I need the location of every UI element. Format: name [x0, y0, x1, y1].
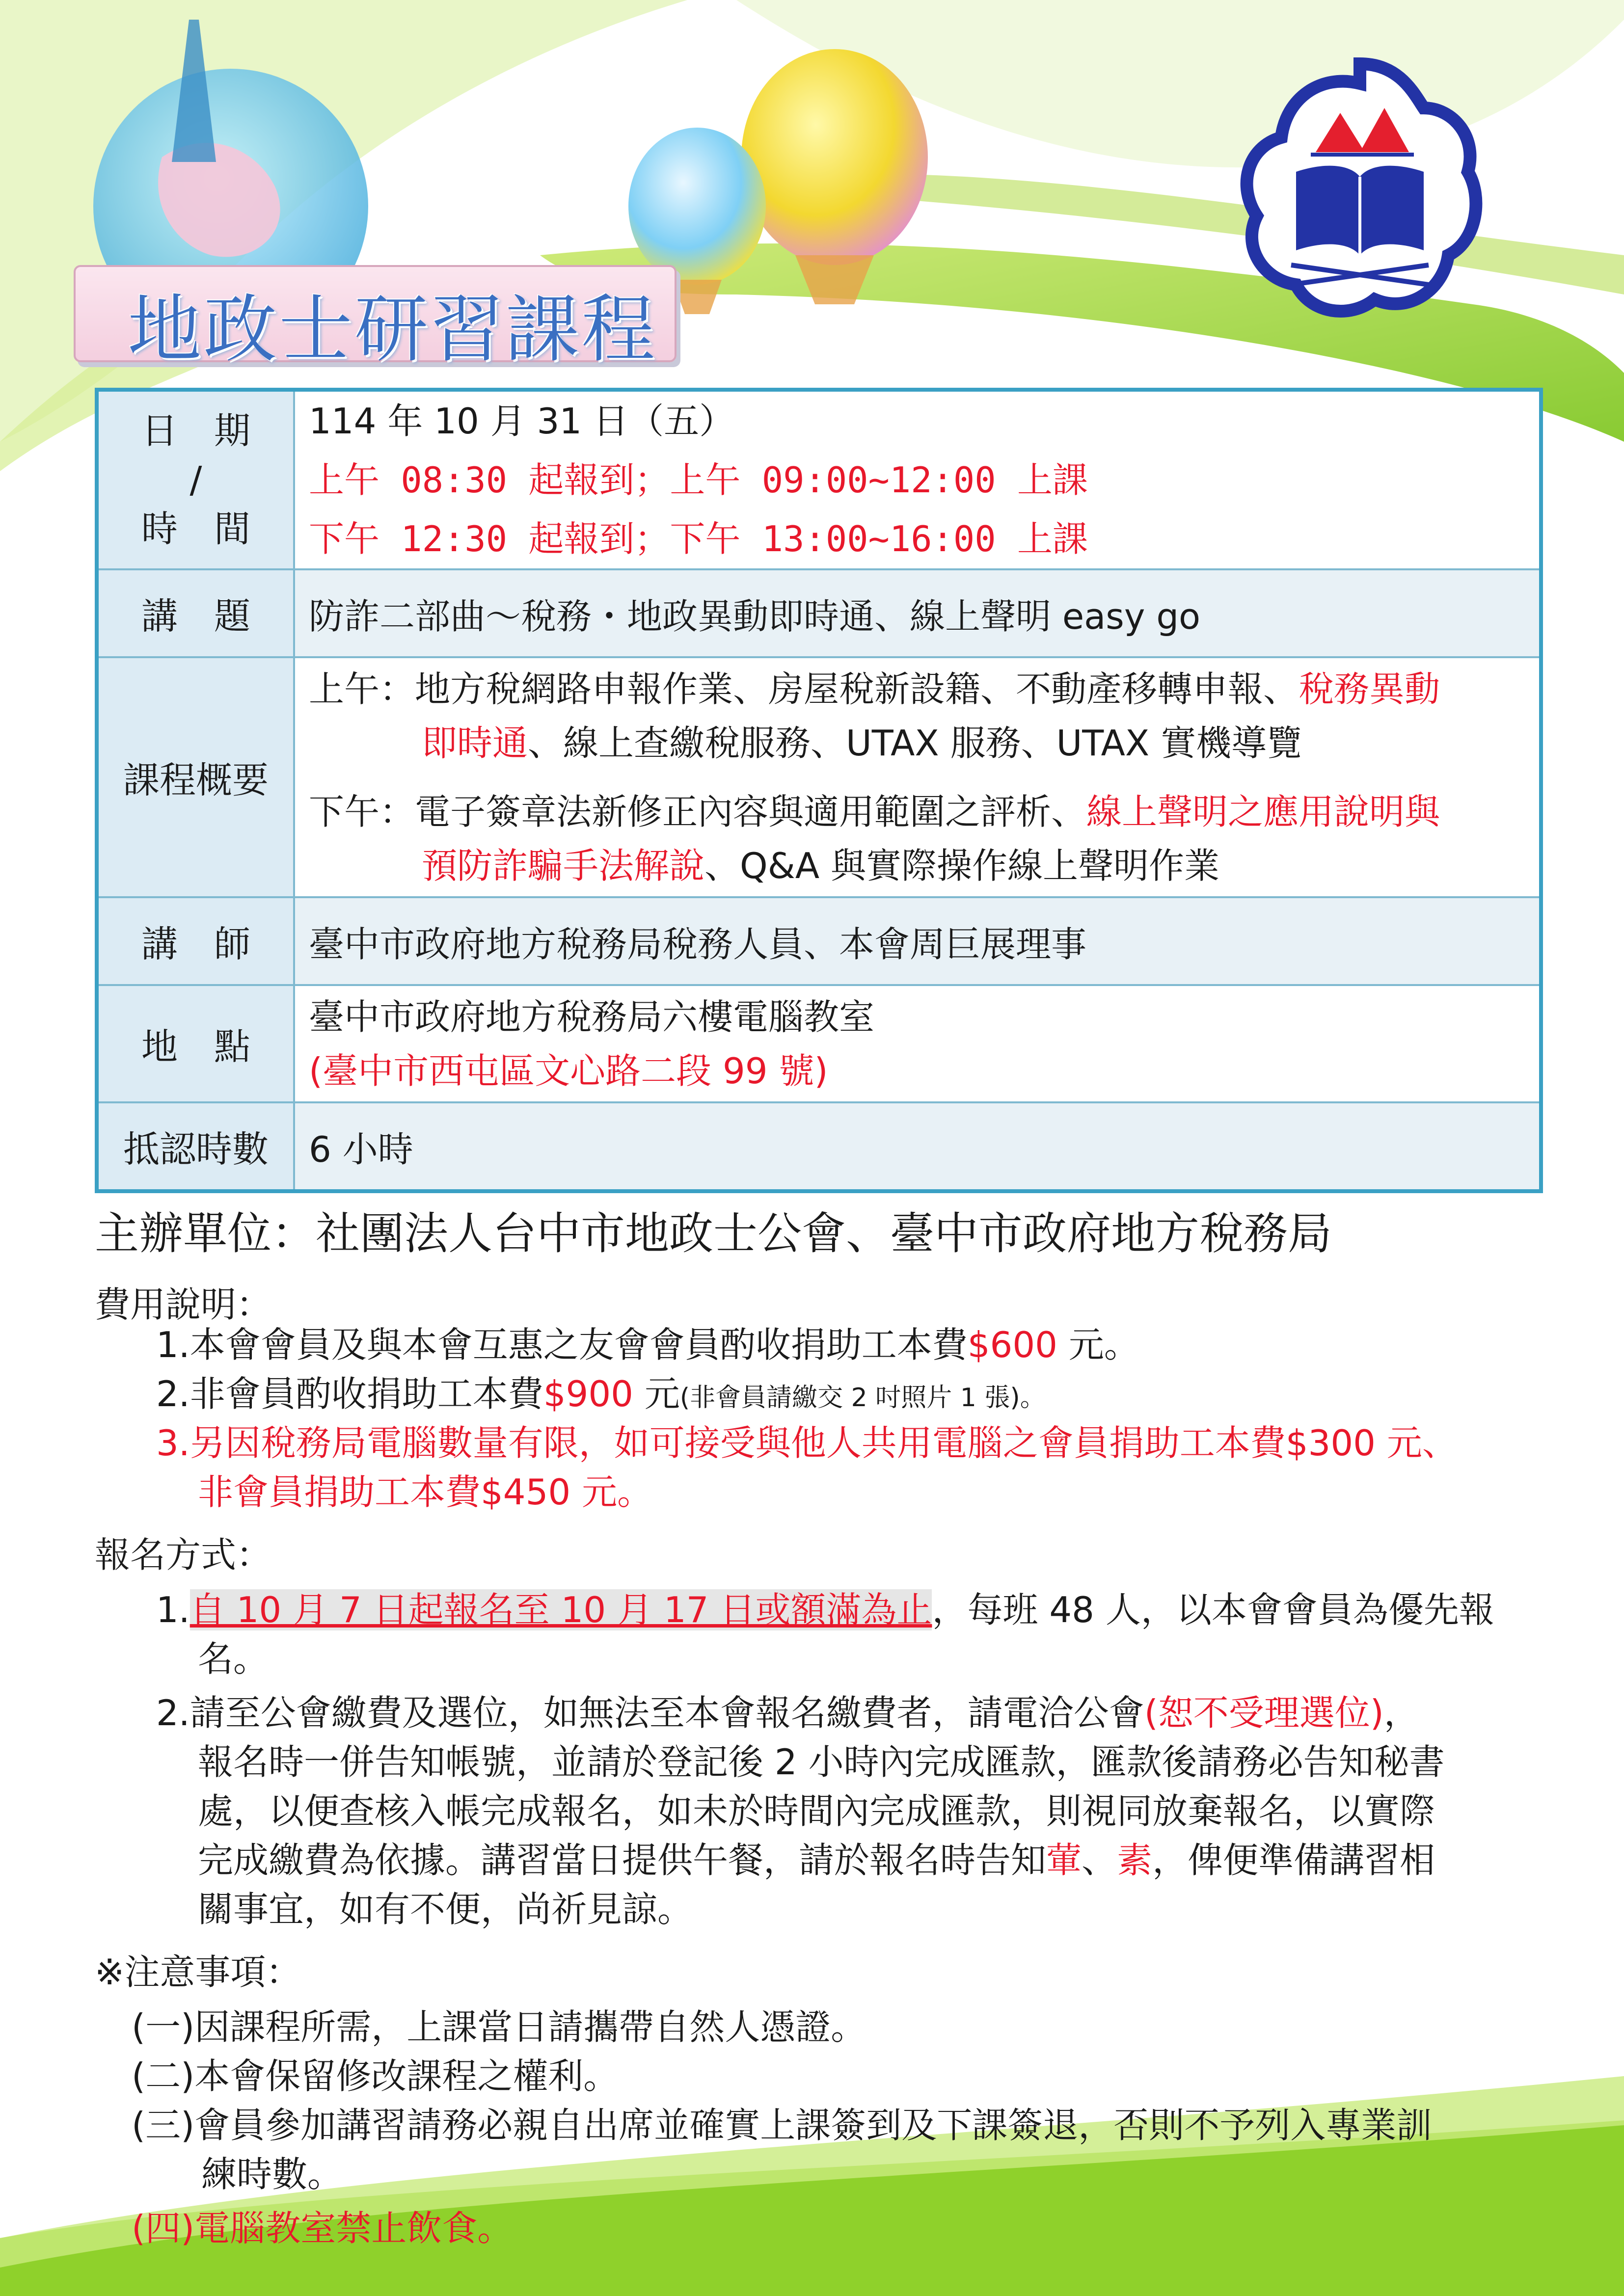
meal-separator: 、	[1082, 1840, 1117, 1881]
afternoon-session: 下午 12:30 起報到；下午 13:00~16:00 上課	[309, 518, 1088, 560]
fee-item-3-line1: 另因稅務局電腦數量有限，如可接受與他人共用電腦之會員捐助工本費$300 元、	[189, 1422, 1458, 1464]
note-3-text: 會員參加講習請務必親自出席並確實上課簽到及下課簽退，否則不予列入專業訓	[194, 2105, 1432, 2146]
signup-item-2-line3: 處，以便查核入帳完成報名，如未於時間內完成匯款，則視同放棄報名，以實際	[198, 1790, 1435, 1832]
row-topic	[97, 569, 1541, 657]
note-3	[132, 2101, 1432, 2150]
value-outline	[294, 657, 1541, 897]
note-1	[132, 2002, 866, 2052]
signup-item-2-line4	[198, 1836, 1435, 1885]
label-lecturer: 講 師	[97, 897, 294, 985]
course-date: 114 年 10 月 31 日（五）	[309, 400, 735, 442]
signup-item-1	[156, 1585, 1494, 1634]
signup-item-2-line2: 報名時一併告知帳號，並請於登記後 2 小時內完成匯款，匯款後請務必告知秘書	[198, 1741, 1445, 1783]
signup-title: 報名方式：	[95, 1534, 272, 1575]
signup-item-1-line2: 名。	[198, 1638, 269, 1680]
note-4	[132, 2204, 513, 2253]
note-2-number: (二)	[132, 2056, 195, 2097]
fee-item-3-line2: 非會員捐助工本費$450 元。	[198, 1471, 653, 1513]
outline-am-highlight-2: 即時通	[422, 722, 528, 764]
fee-item-1	[156, 1320, 1139, 1369]
outline-pm-text: 下午：電子簽章法新修正內容與適用範圍之評析、	[309, 791, 1087, 832]
value-date-time	[294, 390, 1541, 569]
signup-item-2	[156, 1688, 1419, 1737]
label-hours: 抵認時數	[97, 1102, 294, 1191]
value-lecturer: 臺中市政府地方稅務局稅務人員、本會周巨展理事	[294, 897, 1541, 985]
fee-item-1-text: 本會會員及與本會互惠之友會會員酌收捐助工本費	[189, 1324, 968, 1365]
signup-item-2-number: 2.	[156, 1692, 190, 1734]
title-banner	[74, 255, 677, 373]
note-1-number: (一)	[132, 2006, 195, 2048]
fee-item-1-price: $600	[967, 1324, 1057, 1365]
signup-item-2-comma: ，	[1383, 1692, 1419, 1734]
organizer: 主辦單位：社團法人台中市地政士公會、臺中市政府地方稅務局	[95, 1208, 1332, 1259]
label-date-time	[97, 390, 294, 569]
fee-item-1-number: 1.	[156, 1324, 190, 1365]
fee-item-2	[156, 1369, 1046, 1422]
outline-pm-highlight-2: 預防詐騙手法解說	[422, 845, 705, 886]
fee-item-2-number: 2.	[156, 1373, 190, 1415]
value-topic: 防詐二部曲～稅務・地政異動即時通、線上聲明 easy go	[294, 569, 1541, 657]
notes-title: ※注意事項：	[95, 1951, 301, 1993]
outline-am-text: 上午：地方稅網路申報作業、房屋稅新設籍、不動產移轉申報、	[309, 668, 1299, 710]
label-topic: 講 題	[97, 569, 294, 657]
note-2-text: 本會保留修改課程之權利。	[194, 2056, 619, 2097]
fee-item-1-unit: 元。	[1057, 1324, 1139, 1365]
signup-no-seat-selection: (恕不受理選位)	[1144, 1692, 1384, 1734]
meal-meat: 葷	[1046, 1840, 1082, 1881]
outline-am-line2	[309, 716, 1525, 770]
morning-session: 上午 08:30 起報到；上午 09:00~12:00 上課	[309, 459, 1088, 501]
note-4-text: 電腦教室禁止飲食。	[194, 2208, 513, 2249]
row-location	[97, 985, 1541, 1102]
note-1-text: 因課程所需，上課當日請攜帶自然人憑證。	[194, 2006, 866, 2048]
page-title: 地政士研習課程	[128, 287, 657, 373]
note-3-number: (三)	[132, 2105, 195, 2146]
note-4-number: (四)	[132, 2208, 195, 2249]
association-logo	[1237, 54, 1483, 329]
signup-item-1-text: ，每班 48 人，以本會會員為優先報	[932, 1589, 1494, 1630]
label-outline: 課程概要	[97, 657, 294, 897]
meal-vegetarian: 素	[1117, 1840, 1153, 1881]
location-name: 臺中市政府地方稅務局六樓電腦教室	[309, 996, 875, 1038]
row-hours	[97, 1102, 1541, 1191]
signup-period: 自 10 月 7 日起報名至 10 月 17 日或額滿為止	[189, 1589, 932, 1630]
note-3-line2: 練時數。	[201, 2154, 343, 2195]
outline-am-text-2: 、線上查繳稅服務、UTAX 服務、UTAX 實機導覽	[528, 722, 1302, 764]
label-slash: /	[189, 459, 202, 501]
row-lecturer	[97, 897, 1541, 985]
row-date-time	[97, 390, 1541, 569]
label-date: 日 期	[141, 410, 250, 452]
label-time: 時 間	[141, 508, 250, 550]
fee-item-3-number: 3.	[156, 1422, 190, 1464]
signup-item-2-text: 請至公會繳費及選位，如無法至本會報名繳費者，請電洽公會	[189, 1692, 1144, 1734]
value-location	[294, 985, 1541, 1102]
signup-item-2-line5: 關事宜，如有不便，尚祈見諒。	[198, 1889, 693, 1930]
signup-lunch-text-2: ，俾便準備講習相	[1152, 1840, 1435, 1881]
signup-lunch-text: 完成繳費為依據。講習當日提供午餐，請於報名時告知	[198, 1840, 1047, 1881]
fee-item-3	[156, 1418, 1458, 1468]
fee-item-2-text: 非會員酌收捐助工本費	[189, 1373, 543, 1415]
signup-item-1-number: 1.	[156, 1589, 190, 1630]
outline-pm-line1	[309, 785, 1525, 839]
outline-am-line1	[309, 662, 1525, 716]
label-location: 地 點	[97, 985, 294, 1102]
fee-item-2-note: (非會員請繳交 2 吋照片 1 張)。	[679, 1383, 1046, 1413]
location-address: (臺中市西屯區文心路二段 99 號)	[309, 1050, 828, 1092]
outline-pm-highlight: 線上聲明之應用說明與	[1086, 791, 1440, 832]
fee-item-2-unit: 元	[633, 1373, 680, 1415]
outline-pm-text-2: 、Q&A 與實際操作線上聲明作業	[704, 845, 1219, 886]
note-2	[132, 2052, 619, 2101]
row-outline	[97, 657, 1541, 897]
fees-title: 費用說明：	[95, 1284, 272, 1325]
fee-item-2-price: $900	[543, 1373, 633, 1415]
outline-am-highlight: 稅務異動	[1299, 668, 1440, 710]
course-info-table	[95, 388, 1543, 1193]
value-hours: 6 小時	[294, 1102, 1541, 1191]
outline-pm-line2	[309, 839, 1525, 893]
